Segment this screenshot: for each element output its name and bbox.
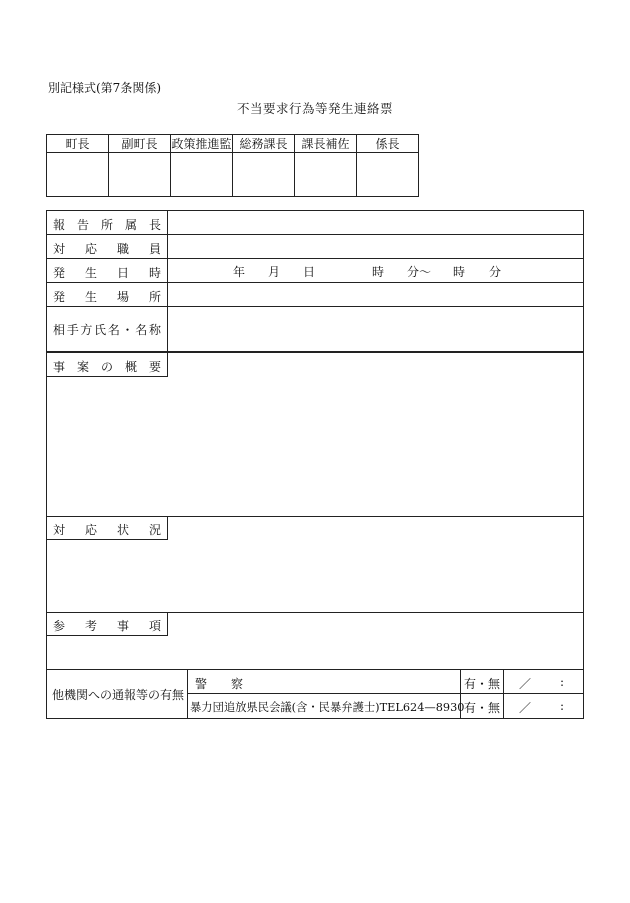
label-response: 対応状況 [53,523,161,537]
place-field[interactable] [168,283,583,306]
label-summary: 事案の概要 [53,360,161,374]
approval-stamp-cell[interactable] [233,153,295,197]
approval-stamp-cell[interactable] [171,153,233,197]
response-field[interactable] [47,540,583,612]
notify-police-flag[interactable]: 有・無 [464,677,501,691]
approval-header-general-affairs-chief: 総務課長 [233,135,295,153]
datetime-month: 月 [268,265,281,279]
label-staff: 対応職員 [53,242,161,256]
opponent-field[interactable] [168,307,583,351]
row-divider [46,612,584,613]
approval-header-policy-director: 政策推進監 [171,136,232,151]
row-divider-thick [46,351,584,353]
approval-header-mayor: 町長 [47,135,109,153]
approval-stamp-cell[interactable] [109,153,171,197]
approval-header-section-chief: 係長 [357,135,419,153]
datetime-minute-end: 分 [489,265,502,279]
notify-column-divider [187,669,188,719]
notify-council-flag[interactable]: 有・無 [464,701,501,715]
datetime-hour-start: 時 [372,265,385,279]
notify-police-label: 警 察 [195,677,244,691]
notify-column-divider [503,669,504,719]
approval-stamp-cell[interactable] [295,153,357,197]
datetime-day: 日 [303,265,316,279]
notify-police-time[interactable]: : [560,675,565,689]
label-other-orgs: 他機関への通報等の有無 [52,688,185,702]
form-label: 別記様式(第7条関係) [48,81,161,95]
label-place: 発生場所 [53,290,161,304]
label-box-side [167,352,168,377]
approval-stamp-cell[interactable] [357,153,419,197]
reporter-dept-field[interactable] [168,211,583,234]
label-reference: 参考事項 [53,619,161,633]
notify-police-date[interactable]: ／ [519,677,532,691]
staff-field[interactable] [168,235,583,258]
label-box-side [167,612,168,636]
summary-field[interactable] [47,377,583,516]
label-box-side [167,516,168,540]
row-divider [46,258,584,259]
notify-row-divider [187,693,584,694]
label-opponent: 相手方氏名・名称 [53,323,161,337]
notify-council-date[interactable]: ／ [519,701,532,715]
notify-council-label: 暴力団追放県民会議(含・民暴弁護士)TEL624—8930 [190,701,465,714]
notify-council-time[interactable]: : [560,699,565,713]
datetime-year: 年 [233,265,246,279]
approval-header-deputy-mayor: 副町長 [109,135,171,153]
approval-header-assistant-chief: 課長補佐 [295,135,357,153]
approval-stamp-cell[interactable] [47,153,109,197]
reference-field[interactable] [47,636,583,669]
label-datetime: 発生日時 [53,266,161,280]
approval-stamp-table [46,134,419,197]
datetime-minute-start: 分〜 [407,265,432,279]
datetime-hour-end: 時 [453,265,466,279]
form-border-right [583,210,584,719]
document-title: 不当要求行為等発生連絡票 [236,101,393,116]
label-reporter-dept: 報告所属長 [53,218,161,232]
row-divider [46,516,584,517]
